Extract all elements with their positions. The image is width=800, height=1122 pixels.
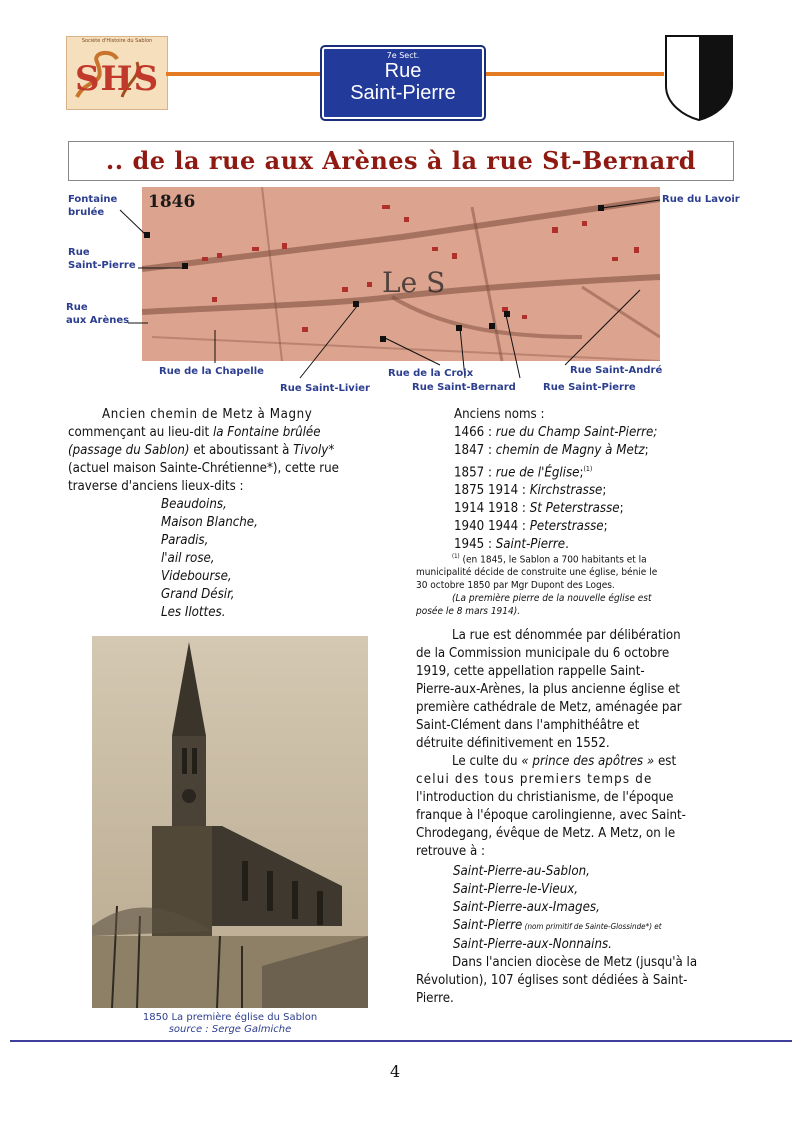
paragraph-line: première cathédrale de Metz, aménagée par xyxy=(416,700,682,715)
intro-tivoly-italic: Tivoly xyxy=(293,443,329,458)
footnote-line1-text: (en 1845, le Sablon a 700 habitants et la xyxy=(459,554,647,566)
logo-letters: SHS xyxy=(75,59,160,99)
church-item: Saint-Pierre-au-Sablon, xyxy=(453,864,590,879)
map-label-rue-saint-pierre-line2: Saint-Pierre xyxy=(68,260,136,271)
old-name-year: 1466 : xyxy=(454,425,496,440)
map-label-andre: Rue Saint-André xyxy=(570,365,663,376)
place-item: Paradis, xyxy=(161,533,209,548)
paragraph-line: celui des tous premiers temps de xyxy=(416,772,653,787)
old-name-punct: ; xyxy=(579,465,584,481)
cult-italic: « prince des apôtres » xyxy=(521,754,655,769)
old-name-year: 1875 1914 : xyxy=(454,483,530,499)
photo-caption-line1: 1850 La première église du Sablon xyxy=(142,1012,318,1023)
paragraph-line: Pierre-aux-Arènes, la plus ancienne église et xyxy=(416,682,680,697)
photo-caption-line2: source : Serge Galmiche xyxy=(168,1024,292,1035)
sign-line-2: Saint-Pierre xyxy=(350,82,456,104)
map-label-croix: Rue de la Croix xyxy=(388,368,474,379)
church-name: Saint-Pierre xyxy=(453,918,523,933)
logo-tagline: Société d'Histoire du Sablon xyxy=(81,38,153,44)
map-label-chapelle: Rue de la Chapelle xyxy=(159,366,264,377)
footnote-ref: (1) xyxy=(583,465,593,473)
intro-fontaine-italic: la Fontaine brûlée xyxy=(212,425,321,440)
map-label-fontaine xyxy=(68,193,117,219)
old-name-row xyxy=(454,518,734,536)
old-name-year: 1945 : xyxy=(454,537,496,553)
church-photo xyxy=(92,636,368,1008)
places-list xyxy=(161,496,361,622)
old-name-value: Saint-Pierre xyxy=(495,537,566,553)
intro-line-1: Ancien chemin de Metz à Magny xyxy=(102,407,313,422)
footnote-line3: 30 octobre 1850 par Mgr Dupont des Loges. xyxy=(416,580,615,592)
footnote-line4: (La première pierre de la nouvelle église est xyxy=(452,593,652,605)
footnote-line1 xyxy=(416,550,732,566)
cult-paragraph xyxy=(416,753,732,861)
church-item: Saint-Pierre-aux-Nonnains. xyxy=(453,937,612,952)
intro-passage-italic: (passage du Sablon) xyxy=(68,443,190,458)
place-item: Maison Blanche, xyxy=(161,515,258,530)
footnote xyxy=(416,550,732,618)
map-label-rue-aux-arenes-line1: Rue xyxy=(66,302,88,313)
intro-line-3-text: et aboutissant à xyxy=(189,443,294,458)
map-year: 1846 xyxy=(148,192,196,212)
old-name-value: rue de l'Église xyxy=(495,465,580,481)
old-name-row xyxy=(454,482,734,500)
page-number: 4 xyxy=(390,1062,401,1081)
old-name-punct: ; xyxy=(644,443,649,458)
paragraph-line: retrouve à : xyxy=(416,844,486,859)
footnote-line2: municipalité décide de construite une église, bénie le xyxy=(416,567,658,579)
old-name-year: 1940 1944 : xyxy=(454,519,530,535)
paragraph-line xyxy=(416,753,732,771)
churches-list xyxy=(453,863,743,954)
old-name-row xyxy=(454,460,734,482)
sign-line-1: Rue xyxy=(384,60,422,82)
paragraph-line: franque à l'époque carolingienne, avec Saint- xyxy=(416,808,686,823)
page-title: .. de la rue aux Arènes à la rue St-Bernard xyxy=(105,146,697,175)
map-label-bernard: Rue Saint-Bernard xyxy=(412,382,516,393)
paragraph-line: l'introduction du christianisme, de l'époque xyxy=(416,790,674,805)
intro-paragraph xyxy=(68,406,384,496)
church-photo-drawing xyxy=(92,636,368,1008)
footer-rule xyxy=(10,1040,792,1042)
place-item: Les Ilottes. xyxy=(161,605,226,620)
map-label-fontaine-line2: brulée xyxy=(68,207,105,218)
sign-section: 7e Sect. xyxy=(386,51,420,60)
old-name-punct: . xyxy=(565,537,569,553)
paragraph-line: Révolution), 107 églises sont dédiées à Saint- xyxy=(416,973,688,988)
old-name-year: 1857 : xyxy=(454,465,496,481)
map-label-rue-aux-arenes xyxy=(66,301,129,327)
paragraph-line: 1919, cette appellation rappelle Saint- xyxy=(416,664,645,679)
old-name-year: 1847 : xyxy=(454,443,496,458)
intro-line-2-text: commençant au lieu-dit xyxy=(68,425,213,440)
diocese-paragraph xyxy=(416,954,732,1008)
map-label-livier: Rue Saint-Livier xyxy=(280,383,370,394)
intro-asterisk: * xyxy=(328,443,335,458)
map-label-lavoir: Rue du Lavoir xyxy=(662,194,740,205)
old-name-row xyxy=(454,500,734,518)
old-name-row xyxy=(454,424,734,442)
place-item: Grand Désir, xyxy=(161,587,235,602)
footnote-line5: posée le 8 mars 1914). xyxy=(416,606,521,618)
church-note: (nom primitif de Sainte-Glossinde*) et xyxy=(522,922,662,931)
paragraph-line: Saint-Clément dans l'amphithéâtre et xyxy=(416,718,640,733)
old-name-value: rue du Champ Saint-Pierre; xyxy=(495,425,658,440)
old-name-punct: ; xyxy=(603,519,608,535)
paragraph-line: de la Commission municipale du 6 octobre xyxy=(416,646,670,661)
intro-line-2 xyxy=(68,424,384,442)
place-item: l'ail rose, xyxy=(161,551,215,566)
cult-text: Le culte du xyxy=(452,754,522,769)
map-label-rue-saint-pierre xyxy=(68,246,136,272)
old-name-row xyxy=(454,442,734,460)
old-name-punct: ; xyxy=(619,501,624,517)
paragraph-line: détruite définitivement en 1552. xyxy=(416,736,610,751)
paragraph-line: Dans l'ancien diocèse de Metz (jusqu'à la xyxy=(452,955,698,970)
church-item: Saint-Pierre-aux-Images, xyxy=(453,900,600,915)
old-name-value: Peterstrasse xyxy=(529,519,604,535)
old-name-year: 1914 1918 : xyxy=(454,501,530,517)
church-item: Saint-Pierre-le-Vieux, xyxy=(453,882,579,897)
place-item: Beaudoins, xyxy=(161,497,227,512)
old-name-value: Kirchstrasse xyxy=(529,483,603,499)
paragraph-line: La rue est dénommée par délibération xyxy=(452,628,681,643)
old-name-value: St Peterstrasse xyxy=(529,501,620,517)
photo-caption xyxy=(92,1012,368,1036)
intro-line-4: (actuel maison Sainte-Chrétienne*), cette rue xyxy=(68,461,339,476)
church-item xyxy=(453,917,743,936)
map-label-rue-saint-pierre-line1: Rue xyxy=(68,247,90,258)
naming-paragraph xyxy=(416,627,732,753)
old-name-punct: ; xyxy=(602,483,607,499)
old-name-value: chemin de Magny à Metz xyxy=(495,443,645,458)
svg-text:Le S: Le S xyxy=(382,266,446,299)
intro-line-5: traverse d'anciens lieux-dits : xyxy=(68,479,244,494)
old-names-block xyxy=(454,406,734,554)
intro-line-3 xyxy=(68,442,384,460)
place-item: Videbourse, xyxy=(161,569,232,584)
paragraph-line: Chrodegang, évêque de Metz. A Metz, on le xyxy=(416,826,676,841)
map-label-rue-aux-arenes-line2: aux Arènes xyxy=(66,315,130,326)
cult-text-end: est xyxy=(654,754,677,769)
map-label-pierre-bottom: Rue Saint-Pierre xyxy=(543,382,636,393)
old-names-title: Anciens noms : xyxy=(454,407,545,422)
map-label-fontaine-line1: Fontaine xyxy=(68,194,118,205)
paragraph-line: Pierre. xyxy=(416,991,454,1006)
footnote-mark: (1) xyxy=(452,553,460,560)
